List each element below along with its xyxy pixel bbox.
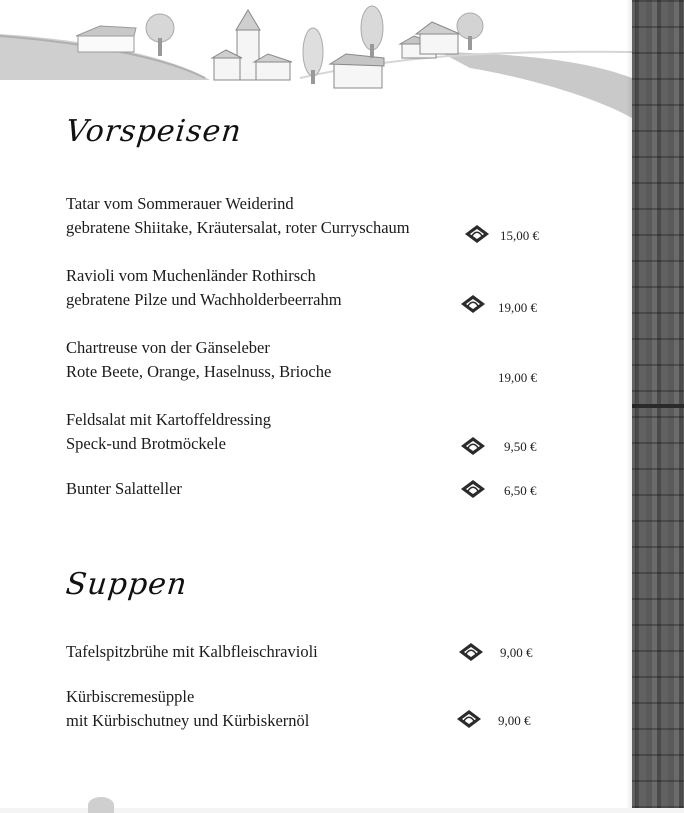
dish-price: 9,00 € xyxy=(498,713,531,728)
dish-description: Speck-und Brotmöckele xyxy=(66,434,226,453)
dish-name: Ravioli vom Muchenländer Rothirsch xyxy=(66,266,316,285)
dish-name: Feldsalat mit Kartoffeldressing xyxy=(66,410,271,429)
recommendation-icon xyxy=(460,294,486,314)
recommendation-icon xyxy=(460,436,486,456)
recommendation-icon xyxy=(464,224,490,244)
dish-price: 19,00 € xyxy=(498,370,537,385)
recommendation-icon xyxy=(458,642,484,662)
house-icon xyxy=(400,22,460,58)
church-icon xyxy=(212,10,292,80)
tree-icon xyxy=(457,13,483,50)
tree-icon xyxy=(146,14,174,56)
dish-item xyxy=(66,192,626,244)
dish-description: gebratene Pilze und Wachholderbeerrahm xyxy=(66,290,342,309)
dish-description: mit Kürbischutney und Kürbiskernöl xyxy=(66,711,310,730)
decorative-shape xyxy=(88,797,114,813)
dish-name: Tafelspitzbrühe mit Kalbfleischravioli xyxy=(66,642,318,661)
section-title-suppen: Suppen xyxy=(64,567,190,602)
dish-name: Tatar vom Sommerauer Weiderind xyxy=(66,194,294,213)
house-icon xyxy=(76,26,136,52)
hill-right-icon xyxy=(440,52,632,118)
dish-description: gebratene Shiitake, Kräutersalat, roter Curryschaum xyxy=(66,218,410,237)
dish-price: 9,50 € xyxy=(504,439,537,454)
dish-price: 15,00 € xyxy=(500,228,539,243)
dish-item xyxy=(66,264,626,316)
cypress-tree-icon xyxy=(303,28,323,84)
dish-price: 19,00 € xyxy=(498,300,537,315)
dish-price: 6,50 € xyxy=(504,483,537,498)
dish-item xyxy=(66,477,626,529)
section-title-vorspeisen: Vorspeisen xyxy=(64,114,244,149)
dish-item xyxy=(66,408,626,460)
dish-name: Kürbiscremesüpple xyxy=(66,687,195,706)
dish-price: 9,00 € xyxy=(500,645,533,660)
recommendation-icon xyxy=(460,479,486,499)
dish-name: Chartreuse von der Gänseleber xyxy=(66,338,270,357)
recommendation-icon xyxy=(456,709,482,729)
dish-description: Rote Beete, Orange, Haselnuss, Brioche xyxy=(66,362,332,381)
village-illustration-header xyxy=(0,0,632,120)
farmhouse-icon xyxy=(330,54,384,88)
dish-name: Bunter Salatteller xyxy=(66,479,182,498)
dish-item xyxy=(66,685,626,737)
dish-item xyxy=(66,336,626,388)
tree-icon xyxy=(361,6,383,58)
page-edge-shadow xyxy=(626,0,636,808)
